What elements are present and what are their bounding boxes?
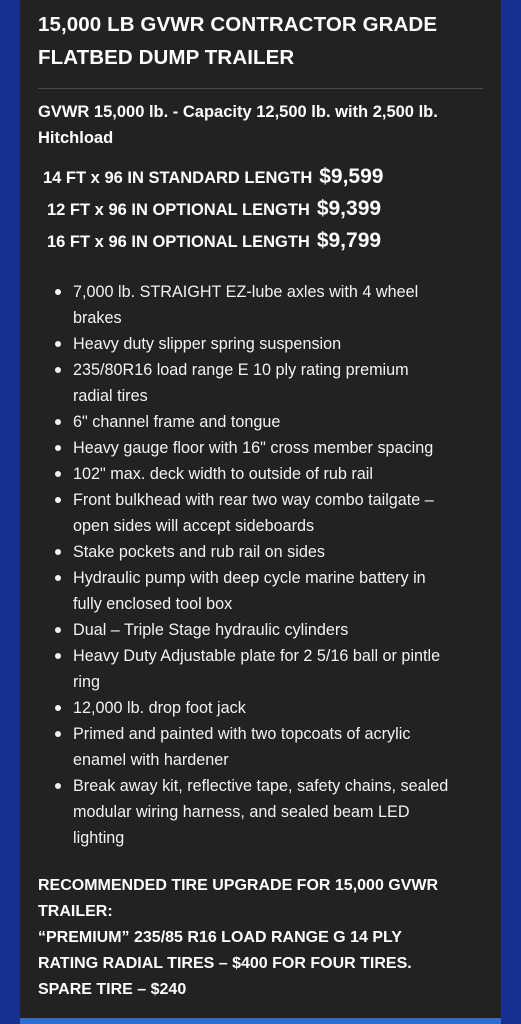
title-divider — [38, 88, 483, 89]
feature-line: Hydraulic pump with deep cycle marine battery in — [73, 569, 426, 587]
upgrade-line: RATING RADIAL TIRES – $400 FOR FOUR TIRES. — [38, 955, 412, 972]
bullet-icon — [55, 419, 61, 425]
list-item — [38, 695, 483, 721]
gvwr-capacity-text — [38, 99, 483, 151]
list-item — [38, 773, 483, 851]
list-item — [38, 487, 483, 539]
feature-line: 6" channel frame and tongue — [73, 413, 281, 431]
price-label: 12 FT x 96 IN OPTIONAL LENGTH — [47, 201, 310, 219]
feature-line: radial tires — [73, 387, 148, 405]
price-value: $9,599 — [319, 165, 384, 188]
feature-line: brakes — [73, 309, 122, 327]
feature-line: Heavy duty slipper spring suspension — [73, 335, 342, 353]
feature-line: 102" max. deck width to outside of rub rail — [73, 465, 373, 483]
feature-line: Primed and painted with two topcoats of acrylic — [73, 725, 411, 743]
list-item — [38, 331, 483, 357]
product-title — [38, 8, 483, 74]
price-list — [38, 165, 483, 261]
bullet-icon — [55, 705, 61, 711]
feature-line: 7,000 lb. STRAIGHT EZ-lube axles with 4 wheel — [73, 283, 419, 301]
gvwr-line: GVWR 15,000 lb. - Capacity 12,500 lb. with 2,500 lb. — [38, 103, 438, 121]
price-row-14ft — [38, 165, 483, 197]
bullet-icon — [55, 653, 61, 659]
product-title-line: 15,000 LB GVWR CONTRACTOR GRADE — [38, 13, 438, 36]
feature-line: ring — [73, 673, 100, 691]
feature-line: Stake pockets and rub rail on sides — [73, 543, 325, 561]
bullet-icon — [55, 471, 61, 477]
feature-line: lighting — [73, 829, 125, 847]
feature-line: enamel with hardener — [73, 751, 229, 769]
list-item — [38, 279, 483, 331]
price-value: $9,399 — [316, 197, 382, 220]
upgrade-line: TRAILER: — [38, 903, 113, 920]
price-label: 16 FT x 96 IN OPTIONAL LENGTH — [47, 233, 310, 251]
feature-line: fully enclosed tool box — [73, 595, 233, 613]
price-label: 14 FT x 96 IN STANDARD LENGTH — [43, 169, 313, 187]
tire-upgrade-note — [38, 873, 483, 1003]
list-item — [38, 461, 483, 487]
list-item — [38, 565, 483, 617]
list-item — [38, 409, 483, 435]
price-row-12ft — [38, 197, 483, 229]
list-item — [38, 721, 483, 773]
feature-line: Heavy gauge floor with 16" cross member spacing — [73, 439, 434, 457]
list-item — [38, 435, 483, 461]
product-panel — [20, 0, 501, 1018]
feature-line: open sides will accept sideboards — [73, 517, 315, 535]
bullet-icon — [55, 289, 61, 295]
bullet-icon — [55, 783, 61, 789]
list-item — [38, 617, 483, 643]
feature-line: Break away kit, reflective tape, safety chains, sealed — [73, 777, 449, 795]
price-value: $9,799 — [316, 229, 382, 252]
bullet-icon — [55, 549, 61, 555]
bottom-accent-bar — [20, 1018, 501, 1024]
product-title-line: FLATBED DUMP TRAILER — [38, 46, 295, 69]
list-item — [38, 357, 483, 409]
feature-line: 235/80R16 load range E 10 ply rating premium — [73, 361, 409, 379]
bullet-icon — [55, 341, 61, 347]
feature-line: Front bulkhead with rear two way combo tailgate – — [73, 491, 434, 509]
feature-line: modular wiring harness, and sealed beam LED — [73, 803, 410, 821]
feature-line: 12,000 lb. drop foot jack — [73, 699, 246, 717]
price-row-16ft — [38, 229, 483, 261]
bullet-icon — [55, 627, 61, 633]
gvwr-line: Hitchload — [38, 129, 114, 147]
feature-line: Heavy Duty Adjustable plate for 2 5/16 ball or pintle — [73, 647, 441, 665]
feature-line: Dual – Triple Stage hydraulic cylinders — [73, 621, 349, 639]
bullet-icon — [55, 731, 61, 737]
upgrade-line: SPARE TIRE – $240 — [38, 981, 187, 998]
bullet-icon — [55, 367, 61, 373]
list-item — [38, 539, 483, 565]
bullet-icon — [55, 445, 61, 451]
bullet-icon — [55, 575, 61, 581]
feature-list — [38, 279, 483, 851]
upgrade-line: “PREMIUM” 235/85 R16 LOAD RANGE G 14 PLY — [38, 929, 402, 946]
bullet-icon — [55, 497, 61, 503]
upgrade-line: RECOMMENDED TIRE UPGRADE FOR 15,000 GVWR — [38, 877, 439, 894]
list-item — [38, 643, 483, 695]
